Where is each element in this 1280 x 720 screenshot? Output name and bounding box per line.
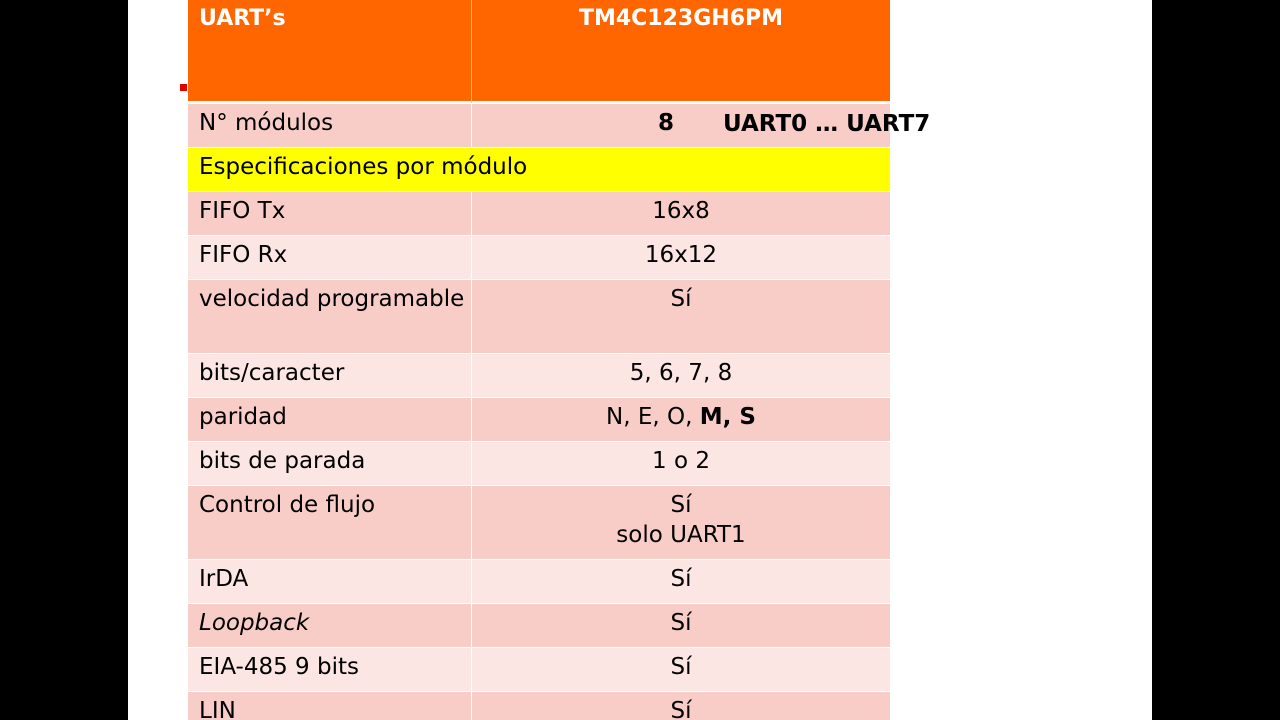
parity-plain: N, E, O,	[606, 404, 700, 430]
table-row	[188, 236, 890, 280]
row-value: Sí	[472, 692, 890, 720]
uart-spec-table	[188, 0, 890, 720]
row-label: N° módulos	[188, 104, 472, 148]
row-label: FIFO Rx	[188, 236, 472, 280]
row-label: bits/caracter	[188, 354, 472, 398]
table-row	[188, 560, 890, 604]
table-header-row	[188, 0, 890, 104]
row-value	[472, 486, 890, 560]
header-uarts: UART’s	[188, 0, 472, 104]
row-label: LIN	[188, 692, 472, 720]
row-label: Loopback	[188, 604, 472, 648]
uart-range-label: UART0 … UART7	[723, 111, 931, 137]
table-row	[188, 280, 890, 354]
row-label: velocidad programable	[188, 280, 472, 354]
table-row	[188, 692, 890, 720]
table-row	[188, 398, 890, 442]
row-value: Sí	[472, 560, 890, 604]
row-label: bits de parada	[188, 442, 472, 486]
table-row	[188, 192, 890, 236]
value-line-2: solo UART1	[616, 522, 746, 548]
row-value: 1 o 2	[472, 442, 890, 486]
row-value: 16x12	[472, 236, 890, 280]
section-row-especificaciones	[188, 148, 890, 192]
row-value	[472, 398, 890, 442]
row-value: Sí	[472, 648, 890, 692]
red-bullet-marker	[180, 84, 187, 91]
header-device: TM4C123GH6PM	[472, 0, 890, 104]
table-row	[188, 648, 890, 692]
table-row	[188, 486, 890, 560]
modulos-count: 8	[472, 104, 890, 148]
row-label: IrDA	[188, 560, 472, 604]
table-row	[188, 442, 890, 486]
table-row	[188, 604, 890, 648]
value-line-1: Sí	[670, 492, 692, 518]
row-value: 5, 6, 7, 8	[472, 354, 890, 398]
section-title: Especificaciones por módulo	[188, 148, 890, 192]
parity-bold: M, S	[699, 404, 756, 430]
row-label: paridad	[188, 398, 472, 442]
row-value: Sí	[472, 280, 890, 354]
row-label: EIA-485 9 bits	[188, 648, 472, 692]
row-value: Sí	[472, 604, 890, 648]
row-value: 16x8	[472, 192, 890, 236]
row-label: FIFO Tx	[188, 192, 472, 236]
table-row	[188, 354, 890, 398]
row-label: Control de flujo	[188, 486, 472, 560]
slide	[128, 0, 1152, 720]
